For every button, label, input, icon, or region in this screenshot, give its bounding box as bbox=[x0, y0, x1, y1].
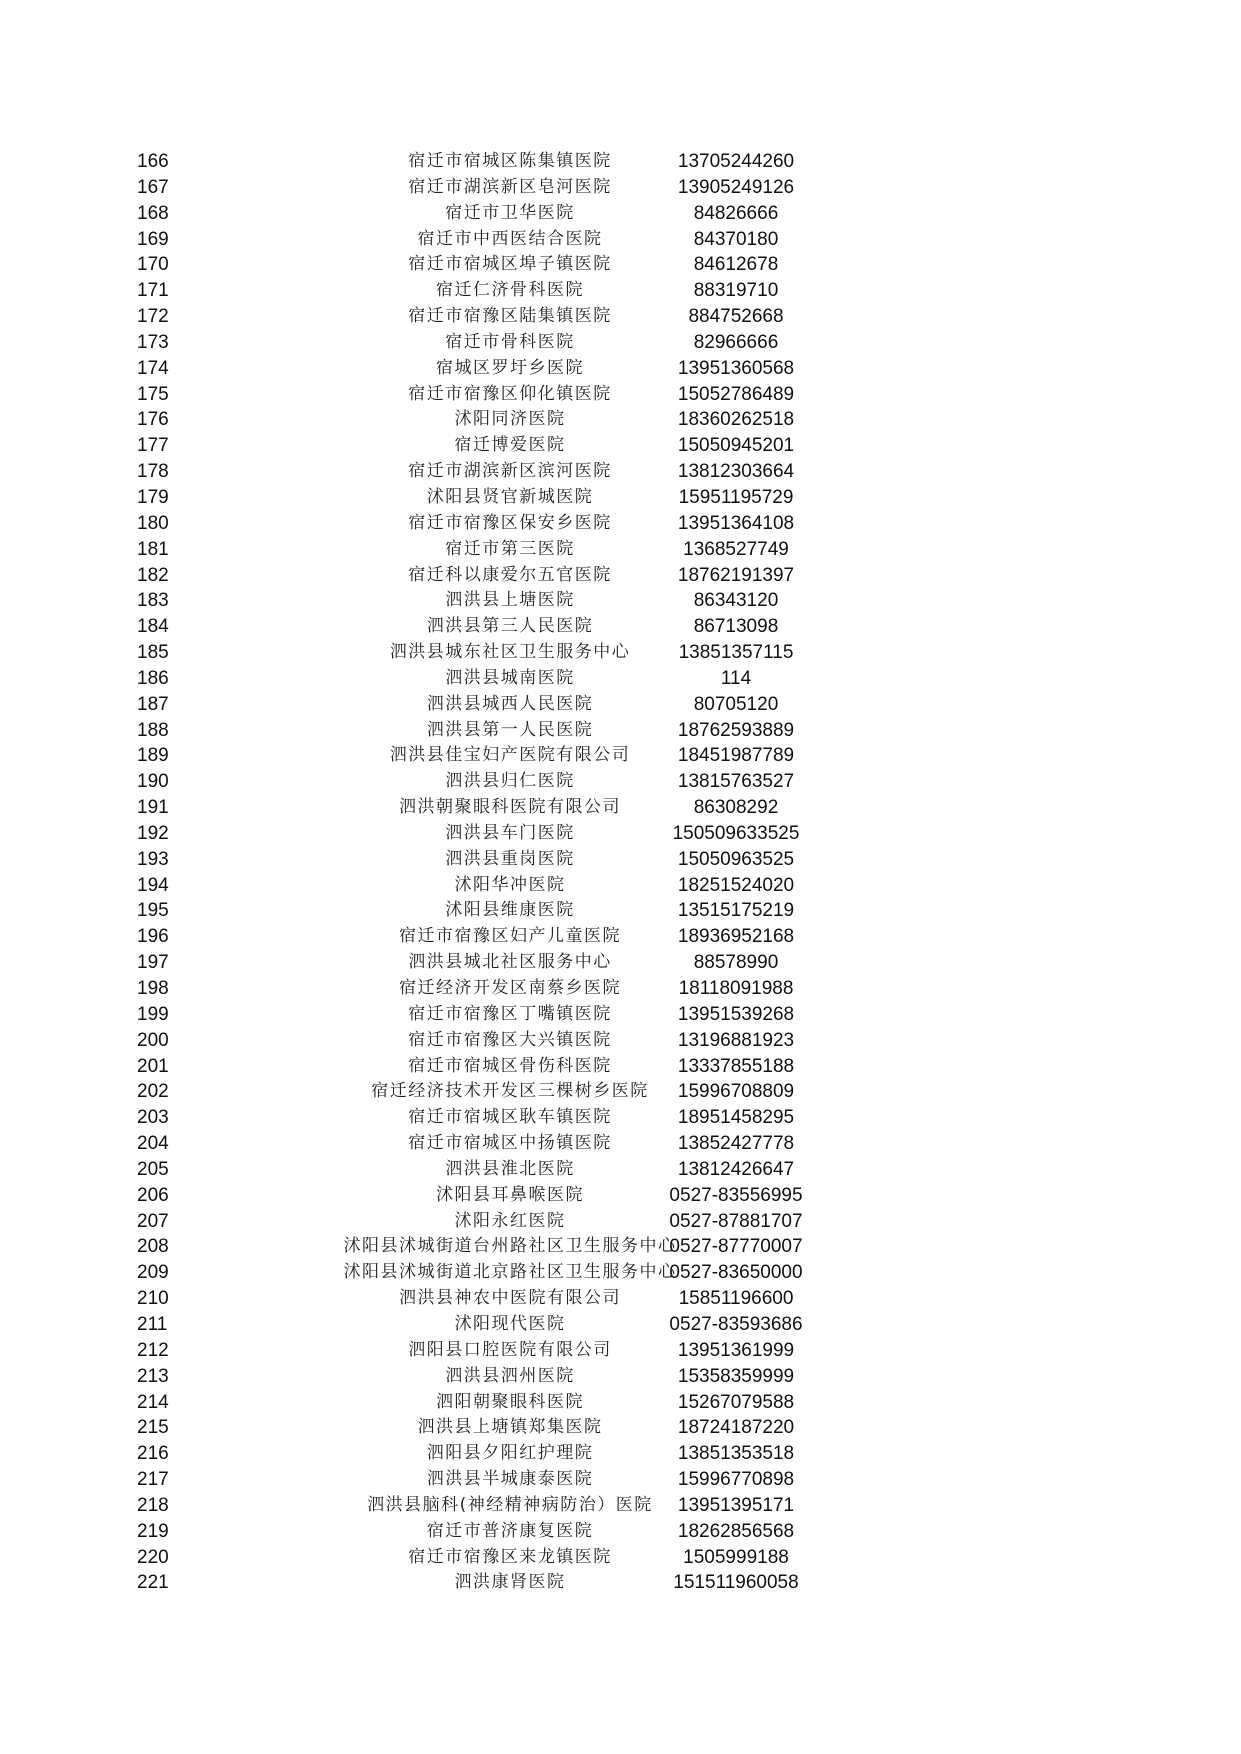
row-number: 181 bbox=[137, 538, 169, 560]
phone-number: 80705120 bbox=[693, 693, 779, 715]
row-number: 189 bbox=[137, 745, 169, 767]
table-row bbox=[0, 743, 1241, 769]
hospital-name: 宿迁市湖滨新区滨河医院 bbox=[408, 461, 612, 482]
phone-number: 15358359999 bbox=[677, 1365, 795, 1387]
phone-number: 82966666 bbox=[693, 331, 779, 353]
phone-number: 13951361999 bbox=[677, 1339, 795, 1361]
table-row bbox=[0, 304, 1241, 330]
phone-number: 18724187220 bbox=[677, 1417, 795, 1439]
row-number: 194 bbox=[137, 874, 169, 896]
row-number: 202 bbox=[137, 1081, 169, 1103]
hospital-name: 宿迁市宿城区中扬镇医院 bbox=[408, 1133, 612, 1154]
row-number: 175 bbox=[137, 383, 169, 405]
row-number: 174 bbox=[137, 357, 169, 379]
table-row bbox=[0, 537, 1241, 563]
hospital-name: 宿迁市宿豫区大兴镇医院 bbox=[408, 1029, 612, 1050]
hospital-name: 宿迁市宿豫区丁嘴镇医院 bbox=[408, 1003, 612, 1024]
table-row bbox=[0, 459, 1241, 485]
row-number: 198 bbox=[137, 978, 169, 999]
table-row bbox=[0, 795, 1241, 821]
phone-number: 13905249126 bbox=[677, 176, 795, 198]
table-row bbox=[0, 873, 1241, 899]
hospital-name: 宿迁市宿城区耿车镇医院 bbox=[408, 1107, 612, 1128]
hospital-name: 泗洪康肾医院 bbox=[454, 1572, 566, 1593]
table-row bbox=[0, 1467, 1241, 1493]
row-number: 200 bbox=[137, 1029, 169, 1051]
hospital-name: 沭阳县沭城街道台州路社区卫生服务中心 bbox=[343, 1236, 677, 1257]
phone-number: 84612678 bbox=[693, 254, 779, 276]
table-row bbox=[0, 1234, 1241, 1260]
row-number: 191 bbox=[137, 797, 169, 819]
phone-number: 13852427778 bbox=[677, 1133, 795, 1155]
table-row bbox=[0, 511, 1241, 537]
hospital-name: 泗洪县重岗医院 bbox=[445, 848, 575, 869]
phone-number: 88578990 bbox=[693, 952, 779, 974]
table-row bbox=[0, 1157, 1241, 1183]
row-number: 199 bbox=[137, 1003, 169, 1025]
row-number: 196 bbox=[137, 926, 169, 948]
row-number: 180 bbox=[137, 512, 169, 534]
row-number: 172 bbox=[137, 306, 169, 328]
hospital-name: 泗洪县神农中医院有限公司 bbox=[399, 1288, 621, 1309]
table-row bbox=[0, 1338, 1241, 1364]
table-row bbox=[0, 1493, 1241, 1519]
table-row bbox=[0, 692, 1241, 718]
table-row bbox=[0, 1105, 1241, 1131]
hospital-name: 宿迁经济开发区南蔡乡医院 bbox=[399, 978, 621, 998]
hospital-name: 泗洪县第一人民医院 bbox=[426, 719, 594, 740]
hospital-name: 宿迁市湖滨新区皂河医院 bbox=[408, 176, 612, 197]
table-row bbox=[0, 950, 1241, 976]
table-row bbox=[0, 718, 1241, 744]
phone-number: 18936952168 bbox=[677, 926, 795, 948]
hospital-list bbox=[0, 149, 1241, 1596]
table-row bbox=[0, 356, 1241, 382]
phone-number: 0527-87770007 bbox=[669, 1236, 803, 1258]
hospital-name: 宿迁市宿城区陈集镇医院 bbox=[408, 151, 612, 171]
phone-number: 86308292 bbox=[693, 797, 779, 819]
hospital-name: 宿迁科以康爱尔五官医院 bbox=[408, 564, 612, 585]
table-row bbox=[0, 407, 1241, 433]
hospital-name: 泗阳县夕阳红护理院 bbox=[426, 1443, 594, 1464]
row-number: 217 bbox=[137, 1469, 169, 1491]
hospital-name: 泗洪县淮北医院 bbox=[445, 1158, 575, 1179]
hospital-name: 泗洪县城东社区卫生服务中心 bbox=[389, 642, 631, 663]
hospital-name: 泗洪县城北社区服务中心 bbox=[408, 952, 612, 973]
table-row bbox=[0, 769, 1241, 795]
table-row bbox=[0, 821, 1241, 847]
hospital-name: 宿迁市宿豫区陆集镇医院 bbox=[408, 306, 612, 327]
hospital-name: 宿迁市骨科医院 bbox=[445, 331, 575, 352]
row-number: 183 bbox=[137, 590, 169, 612]
table-row bbox=[0, 1312, 1241, 1338]
hospital-name: 沭阳同济医院 bbox=[454, 409, 566, 430]
hospital-name: 泗洪县上塘医院 bbox=[445, 590, 575, 611]
row-number: 209 bbox=[137, 1262, 169, 1284]
table-row bbox=[0, 252, 1241, 278]
phone-number: 13951539268 bbox=[677, 1003, 795, 1025]
table-row bbox=[0, 1131, 1241, 1157]
hospital-name: 泗洪县城南医院 bbox=[445, 667, 575, 688]
hospital-name: 宿迁市中西医结合医院 bbox=[417, 228, 603, 249]
hospital-name: 泗洪县佳宝妇产医院有限公司 bbox=[389, 745, 631, 766]
table-row bbox=[0, 1209, 1241, 1235]
table-row bbox=[0, 1260, 1241, 1286]
row-number: 219 bbox=[137, 1520, 169, 1542]
hospital-name: 泗阳朝聚眼科医院 bbox=[436, 1391, 584, 1412]
table-row bbox=[0, 485, 1241, 511]
row-number: 186 bbox=[137, 667, 169, 689]
table-row bbox=[0, 1183, 1241, 1209]
phone-number: 0527-83593686 bbox=[669, 1313, 803, 1335]
phone-number: 13812426647 bbox=[677, 1158, 795, 1180]
hospital-name: 泗洪县车门医院 bbox=[445, 822, 575, 843]
phone-number: 13815763527 bbox=[677, 771, 795, 793]
table-row bbox=[0, 149, 1241, 175]
table-row bbox=[0, 433, 1241, 459]
row-number: 176 bbox=[137, 409, 169, 431]
table-row bbox=[0, 666, 1241, 692]
hospital-name: 宿迁博爱医院 bbox=[454, 435, 566, 456]
table-row bbox=[0, 1519, 1241, 1545]
phone-number: 13951395171 bbox=[677, 1494, 795, 1516]
hospital-name: 宿迁市宿城区埠子镇医院 bbox=[408, 254, 612, 275]
row-number: 208 bbox=[137, 1236, 169, 1258]
table-row bbox=[0, 1390, 1241, 1416]
phone-number: 18762593889 bbox=[677, 719, 795, 741]
phone-number: 13812303664 bbox=[677, 461, 795, 483]
phone-number: 18118091988 bbox=[678, 978, 794, 999]
table-row bbox=[0, 640, 1241, 666]
hospital-name: 泗洪县第三人民医院 bbox=[426, 616, 594, 637]
phone-number: 15996708809 bbox=[677, 1081, 795, 1103]
phone-number: 15050963525 bbox=[677, 848, 795, 870]
table-row bbox=[0, 278, 1241, 304]
phone-number: 88319710 bbox=[693, 280, 779, 302]
hospital-name: 宿迁市宿豫区仰化镇医院 bbox=[408, 383, 612, 404]
row-number: 193 bbox=[137, 848, 169, 870]
row-number: 205 bbox=[137, 1158, 169, 1180]
row-number: 178 bbox=[137, 461, 169, 483]
hospital-name: 宿迁市普济康复医院 bbox=[426, 1520, 594, 1541]
hospital-name: 泗洪县半城康泰医院 bbox=[426, 1469, 594, 1490]
phone-number: 18360262518 bbox=[677, 409, 795, 431]
phone-number: 0527-83556995 bbox=[669, 1184, 803, 1206]
row-number: 203 bbox=[137, 1107, 169, 1129]
row-number: 170 bbox=[137, 254, 169, 276]
hospital-name: 宿城区罗圩乡医院 bbox=[436, 357, 584, 378]
row-number: 168 bbox=[137, 202, 169, 224]
row-number: 216 bbox=[137, 1443, 169, 1465]
hospital-name: 泗洪县归仁医院 bbox=[445, 771, 575, 792]
hospital-name: 沭阳县贤官新城医院 bbox=[426, 486, 594, 507]
hospital-name: 宿迁市宿豫区妇产儿童医院 bbox=[399, 926, 621, 947]
hospital-name: 宿迁市宿豫区来龙镇医院 bbox=[408, 1546, 612, 1567]
table-row bbox=[0, 330, 1241, 356]
phone-number: 84370180 bbox=[693, 228, 779, 250]
phone-number: 1368527749 bbox=[683, 538, 789, 560]
hospital-name: 沭阳现代医院 bbox=[454, 1313, 566, 1334]
row-number: 212 bbox=[137, 1339, 169, 1361]
row-number: 213 bbox=[137, 1365, 169, 1387]
row-number: 214 bbox=[137, 1391, 169, 1413]
row-number: 197 bbox=[137, 952, 169, 974]
row-number: 167 bbox=[137, 176, 169, 198]
phone-number: 13951364108 bbox=[677, 512, 795, 534]
phone-number: 15951195729 bbox=[678, 486, 794, 508]
hospital-name: 沭阳县沭城街道北京路社区卫生服务中心 bbox=[343, 1262, 677, 1283]
phone-number: 15851196600 bbox=[678, 1288, 794, 1310]
table-row bbox=[0, 588, 1241, 614]
phone-number: 150509633525 bbox=[672, 822, 800, 844]
hospital-name: 宿迁市第三医院 bbox=[445, 538, 575, 559]
phone-number: 18251524020 bbox=[677, 874, 795, 896]
row-number: 187 bbox=[137, 693, 169, 715]
hospital-name: 宿迁市宿城区骨伤科医院 bbox=[408, 1055, 612, 1076]
table-row bbox=[0, 1570, 1241, 1596]
row-number: 166 bbox=[137, 151, 169, 172]
table-row bbox=[0, 924, 1241, 950]
row-number: 207 bbox=[137, 1210, 169, 1232]
phone-number: 84826666 bbox=[693, 202, 779, 224]
hospital-name: 泗洪县城西人民医院 bbox=[426, 693, 594, 714]
row-number: 201 bbox=[137, 1055, 169, 1077]
phone-number: 15052786489 bbox=[677, 383, 795, 405]
phone-number: 15996770898 bbox=[677, 1469, 795, 1491]
row-number: 215 bbox=[137, 1417, 169, 1439]
row-number: 171 bbox=[137, 280, 169, 302]
table-row bbox=[0, 175, 1241, 201]
phone-number: 13515175219 bbox=[677, 900, 795, 922]
hospital-name: 泗洪县上塘镇郑集医院 bbox=[417, 1417, 603, 1438]
row-number: 188 bbox=[137, 719, 169, 741]
phone-number: 18451987789 bbox=[677, 745, 795, 767]
phone-number: 1505999188 bbox=[683, 1546, 789, 1568]
table-row bbox=[0, 201, 1241, 227]
phone-number: 13705244260 bbox=[677, 151, 795, 172]
row-number: 173 bbox=[137, 331, 169, 353]
hospital-name: 宿迁市卫华医院 bbox=[445, 202, 575, 223]
table-row bbox=[0, 1441, 1241, 1467]
hospital-name: 沭阳县耳鼻喉医院 bbox=[436, 1184, 584, 1205]
row-number: 210 bbox=[137, 1288, 169, 1310]
phone-number: 884752668 bbox=[688, 306, 784, 328]
table-row bbox=[0, 898, 1241, 924]
row-number: 221 bbox=[137, 1572, 169, 1594]
phone-number: 86713098 bbox=[693, 616, 779, 638]
phone-number: 18762191397 bbox=[677, 564, 795, 586]
phone-number: 13196881923 bbox=[677, 1029, 795, 1051]
phone-number: 0527-87881707 bbox=[669, 1210, 803, 1232]
phone-number: 15050945201 bbox=[677, 435, 795, 457]
hospital-name: 沭阳县维康医院 bbox=[445, 900, 575, 921]
table-row bbox=[0, 1002, 1241, 1028]
table-row bbox=[0, 1415, 1241, 1441]
row-number: 190 bbox=[137, 771, 169, 793]
hospital-name: 泗洪朝聚眼科医院有限公司 bbox=[399, 797, 621, 818]
phone-number: 13851353518 bbox=[677, 1443, 795, 1465]
row-number: 169 bbox=[137, 228, 169, 250]
hospital-name: 沭阳华冲医院 bbox=[454, 874, 566, 895]
table-row bbox=[0, 1286, 1241, 1312]
table-row bbox=[0, 1079, 1241, 1105]
hospital-name: 宿迁市宿豫区保安乡医院 bbox=[408, 512, 612, 533]
phone-number: 151511960058 bbox=[673, 1572, 799, 1594]
row-number: 218 bbox=[137, 1494, 169, 1516]
hospital-name: 宿迁经济技术开发区三棵树乡医院 bbox=[371, 1081, 649, 1102]
table-row bbox=[0, 1028, 1241, 1054]
row-number: 204 bbox=[137, 1133, 169, 1155]
row-number: 179 bbox=[137, 486, 169, 508]
phone-number: 86343120 bbox=[693, 590, 779, 612]
phone-number: 114 bbox=[720, 667, 752, 689]
phone-number: 13337855188 bbox=[677, 1055, 795, 1077]
hospital-name: 沭阳永红医院 bbox=[454, 1210, 566, 1231]
hospital-name: 泗阳县口腔医院有限公司 bbox=[408, 1339, 612, 1360]
row-number: 182 bbox=[137, 564, 169, 586]
phone-number: 18262856568 bbox=[677, 1520, 795, 1542]
table-row bbox=[0, 847, 1241, 873]
table-row bbox=[0, 614, 1241, 640]
hospital-name: 泗洪县脑科(神经精神病防治）医院 bbox=[367, 1494, 653, 1515]
table-row bbox=[0, 227, 1241, 253]
hospital-name: 泗洪县泗州医院 bbox=[445, 1365, 575, 1386]
row-number: 185 bbox=[137, 642, 169, 664]
phone-number: 13951360568 bbox=[677, 357, 795, 379]
table-row bbox=[0, 1364, 1241, 1390]
row-number: 206 bbox=[137, 1184, 169, 1206]
hospital-name: 宿迁仁济骨科医院 bbox=[436, 280, 584, 301]
table-row bbox=[0, 1054, 1241, 1080]
row-number: 177 bbox=[137, 435, 169, 457]
phone-number: 13851357115 bbox=[678, 642, 794, 664]
row-number: 195 bbox=[137, 900, 169, 922]
phone-number: 15267079588 bbox=[677, 1391, 795, 1413]
row-number: 184 bbox=[137, 616, 169, 638]
row-number: 220 bbox=[137, 1546, 169, 1568]
phone-number: 0527-83650000 bbox=[669, 1262, 803, 1284]
phone-number: 18951458295 bbox=[677, 1107, 795, 1129]
table-row bbox=[0, 1545, 1241, 1571]
row-number: 192 bbox=[137, 822, 169, 844]
table-row bbox=[0, 382, 1241, 408]
table-row bbox=[0, 563, 1241, 589]
row-number: 211 bbox=[137, 1313, 168, 1335]
table-row bbox=[0, 976, 1241, 1002]
